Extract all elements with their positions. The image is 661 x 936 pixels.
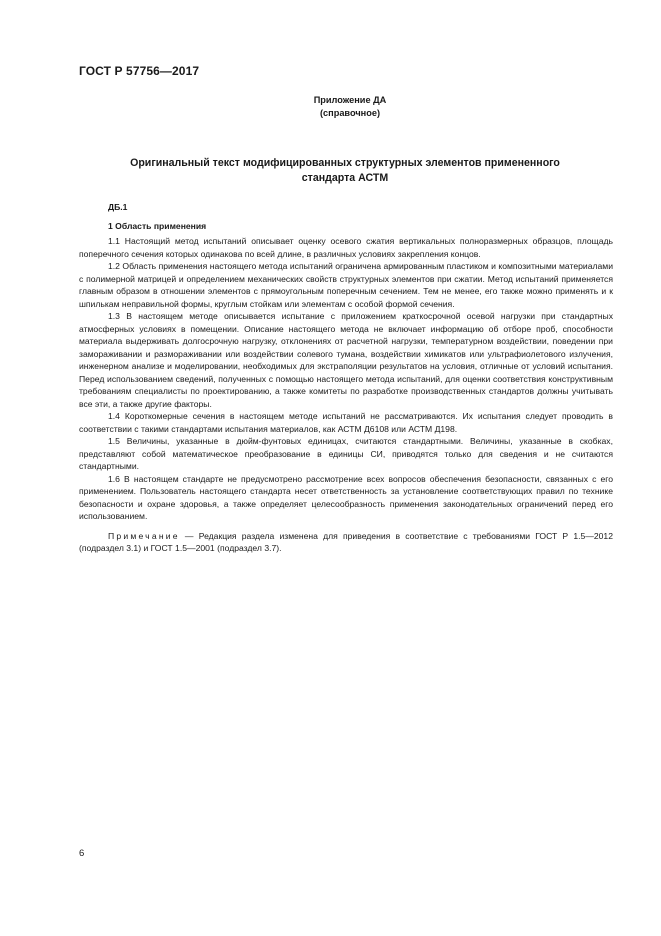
- section-heading: 1 Область применения: [108, 220, 207, 231]
- annex-heading: [0, 94, 661, 120]
- section-id: ДБ.1: [108, 202, 128, 212]
- document-code: ГОСТ Р 57756—2017: [79, 64, 200, 78]
- annex-subtitle: (справочное): [319, 108, 380, 118]
- paragraph-1-1: 1.1 Настоящий метод испытаний описывает оценку осевого сжатия вертикальных полноразмерных образцов, площадь поперечного сечения которых одинакова по всей длине, в различных условиях закрепления концов.: [79, 236, 613, 259]
- note-text: — Редакция раздела изменена для приведения в соответствие с требованиями ГОСТ Р 1.5—2012 (подраздел 3.1) и ГОСТ 1.5—2001 (подраздел 3.7).: [79, 530, 613, 553]
- paragraph-1-4: 1.4 Короткомерные сечения в настоящем методе испытаний не рассматриваются. Их испытания следует проводить в соответствии с такими стандартами испытания материалов, как АСТМ Д6108 или АСТМ Д198.: [79, 411, 613, 434]
- paragraph-1-2: 1.2 Область применения настоящего метода испытаний ограничена армированным пластиком и композитными материалами с полимерной матрицей и определением механических свойств структурных элементов при сжатии. Метод испытаний применяется главным образом в отношении элементов с прямоугольным поперечным сечением. Тем не менее, его также можно применять и к шпилькам неправильной формы, круглым стойкам или элементам с особой формой сечения.: [79, 261, 613, 309]
- section-body: [79, 201, 613, 555]
- page-number: 6: [79, 848, 85, 859]
- paragraph-1-6: 1.6 В настоящем стандарте не предусмотрено рассмотрение всех вопросов обеспечения безопасности, связанных с его применением. Пользователь настоящего стандарта несет ответственность за установление соответствующих правил по технике безопасности и охране здоровья, а также определяет целесообразность применения законодательных ограничений перед его использованием.: [79, 473, 613, 521]
- title-line-1: Оригинальный текст модифицированных структурных элементов примененного: [130, 157, 560, 169]
- title-line-2: стандарта АСТМ: [301, 171, 389, 184]
- annex-title: Приложение ДА: [313, 95, 387, 105]
- paragraph-1-5: 1.5 Величины, указанные в дюйм-фунтовых единицах, считаются стандартными. Величины, указанные в скобках, представляют собой математическое преобразование в единицы СИ, приводятся только для сведения и не считаются стандартными.: [79, 436, 613, 471]
- document-title: [100, 156, 590, 185]
- note-label: Примечание: [108, 530, 180, 541]
- paragraph-1-3: 1.3 В настоящем методе описывается испытание с приложением краткосрочной осевой нагрузки при стандартных атмосферных условиях в помещении. Описание настоящего метода не включает информацию об отборе проб, способности материала выдерживать долгосрочную нагрузку, отклонениях от расчетной нагрузки, температурном воздействии, поведении при замораживании и размораживании или воздействии солевого тумана, воздействии химикатов или ультрафиолетового излучения, инженерном анализе и моделировании, необходимых для экстраполяции результатов на условия, отличные от условий испытания. Перед использованием сведений, полученных с помощью настоящего метода испытаний, для оценки соответствия конструктивным требованиям специалисты по проектированию, а также комитеты по разработке производственных стандартов должны учитывать все эти, а также другие факторы.: [79, 311, 613, 409]
- note: [79, 530, 613, 555]
